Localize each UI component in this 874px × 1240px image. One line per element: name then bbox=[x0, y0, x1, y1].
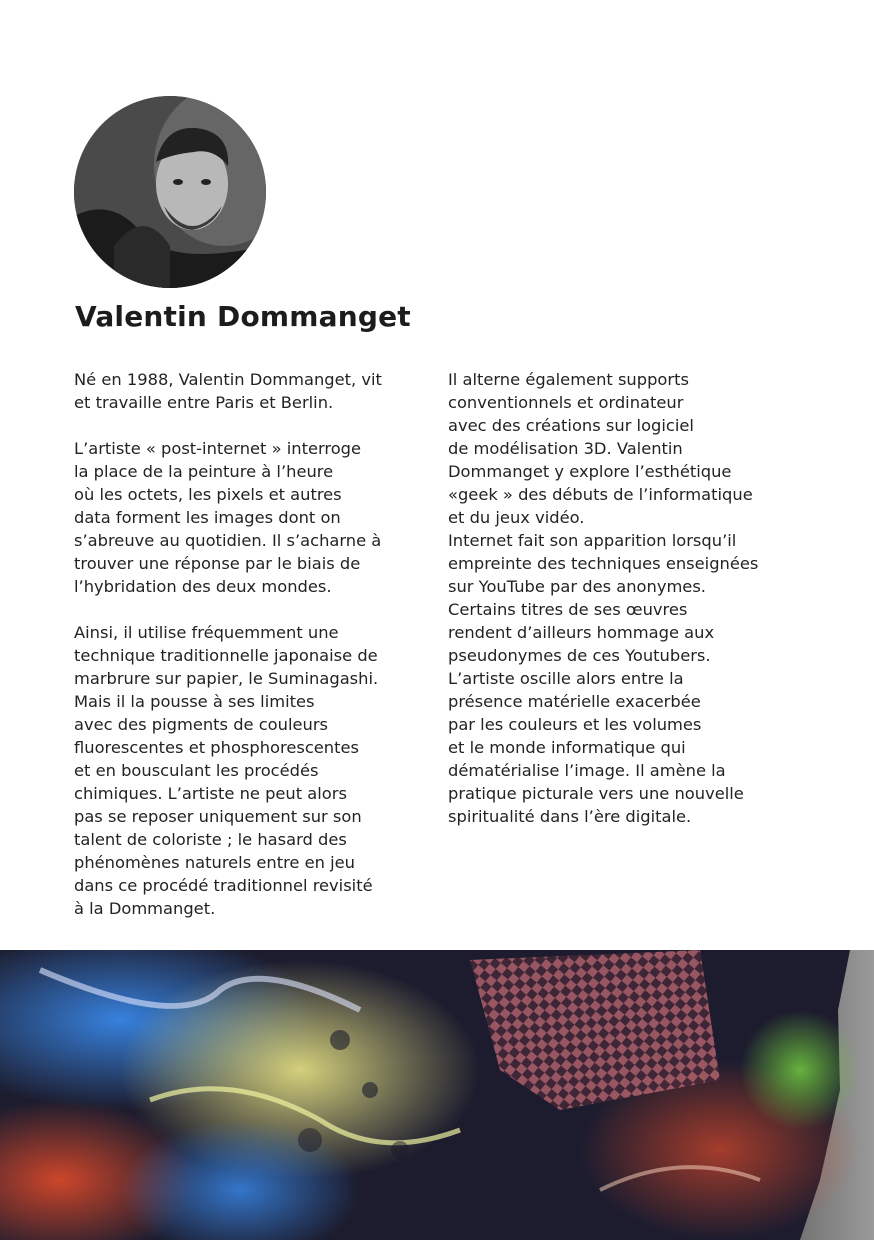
bio-line: Ainsi, il utilise fréquemment une bbox=[74, 623, 339, 642]
bio-line: fluorescentes et phosphorescentes bbox=[74, 738, 360, 757]
bio-line: Il alterne également supports bbox=[448, 370, 689, 389]
bio-line: présence matérielle exacerbée bbox=[448, 692, 701, 711]
bio-left-column bbox=[74, 368, 424, 920]
bio-line: Dommanget y explore l’esthétique bbox=[448, 462, 732, 481]
bio-line: avec des créations sur logiciel bbox=[448, 416, 694, 435]
bio-line: pas se reposer uniquement sur son bbox=[74, 807, 362, 826]
bio-line: conventionnels et ordinateur bbox=[448, 393, 684, 412]
bio-line: marbrure sur papier, le Suminagashi. bbox=[74, 669, 379, 688]
bio-line: L’artiste oscille alors entre la bbox=[448, 669, 684, 688]
bio-line: «geek » des débuts de l’informatique bbox=[448, 485, 753, 504]
bio-line: et en bousculant les procédés bbox=[74, 761, 319, 780]
bio-line: sur YouTube par des anonymes. bbox=[448, 577, 706, 596]
bio-line: pseudonymes de ces Youtubers. bbox=[448, 646, 711, 665]
bio-line: chimiques. L’artiste ne peut alors bbox=[74, 784, 347, 803]
bio-line: et travaille entre Paris et Berlin. bbox=[74, 393, 334, 412]
bio-line: trouver une réponse par le biais de bbox=[74, 554, 361, 573]
bio-line: et du jeux vidéo. bbox=[448, 508, 585, 527]
artist-portrait-icon bbox=[74, 96, 266, 288]
bio-line: la place de la peinture à l’heure bbox=[74, 462, 334, 481]
bio-line: Né en 1988, Valentin Dommanget, vit bbox=[74, 370, 382, 389]
marbled-artwork-image bbox=[0, 950, 874, 1240]
portrait-illustration bbox=[74, 96, 266, 288]
bio-line: s’abreuve au quotidien. Il s’acharne à bbox=[74, 531, 382, 550]
bio-line: à la Dommanget. bbox=[74, 899, 216, 918]
bio-line: pratique picturale vers une nouvelle bbox=[448, 784, 744, 803]
bio-line: et le monde informatique qui bbox=[448, 738, 686, 757]
bio-paragraph bbox=[74, 621, 424, 920]
bio-line: talent de coloriste ; le hasard des bbox=[74, 830, 347, 849]
bio-line: empreinte des techniques enseignées bbox=[448, 554, 759, 573]
bio-line: spiritualité dans l’ère digitale. bbox=[448, 807, 692, 826]
artwork-illustration bbox=[0, 950, 874, 1240]
bio-line: Mais il la pousse à ses limites bbox=[74, 692, 315, 711]
bio-line: technique traditionnelle japonaise de bbox=[74, 646, 378, 665]
bio-paragraph bbox=[74, 437, 424, 598]
bio-line: de modélisation 3D. Valentin bbox=[448, 439, 683, 458]
bio-line: où les octets, les pixels et autres bbox=[74, 485, 342, 504]
bio-line: rendent d’ailleurs hommage aux bbox=[448, 623, 715, 642]
bio-line: L’artiste « post-internet » interroge bbox=[74, 439, 362, 458]
bio-line: l’hybridation des deux mondes. bbox=[74, 577, 332, 596]
bio-line: dans ce procédé traditionnel revisité bbox=[74, 876, 373, 895]
bio-line: par les couleurs et les volumes bbox=[448, 715, 702, 734]
artist-name-heading: Valentin Dommanget bbox=[75, 300, 411, 333]
bio-paragraph bbox=[74, 368, 424, 414]
bio-line: avec des pigments de couleurs bbox=[74, 715, 328, 734]
bio-line: dématérialise l’image. Il amène la bbox=[448, 761, 726, 780]
bio-line: data forment les images dont on bbox=[74, 508, 341, 527]
bio-paragraph bbox=[448, 368, 808, 828]
bio-right-column bbox=[448, 368, 808, 828]
bio-line: Certains titres de ses œuvres bbox=[448, 600, 688, 619]
bio-line: Internet fait son apparition lorsqu’il bbox=[448, 531, 737, 550]
bio-line: phénomènes naturels entre en jeu bbox=[74, 853, 355, 872]
